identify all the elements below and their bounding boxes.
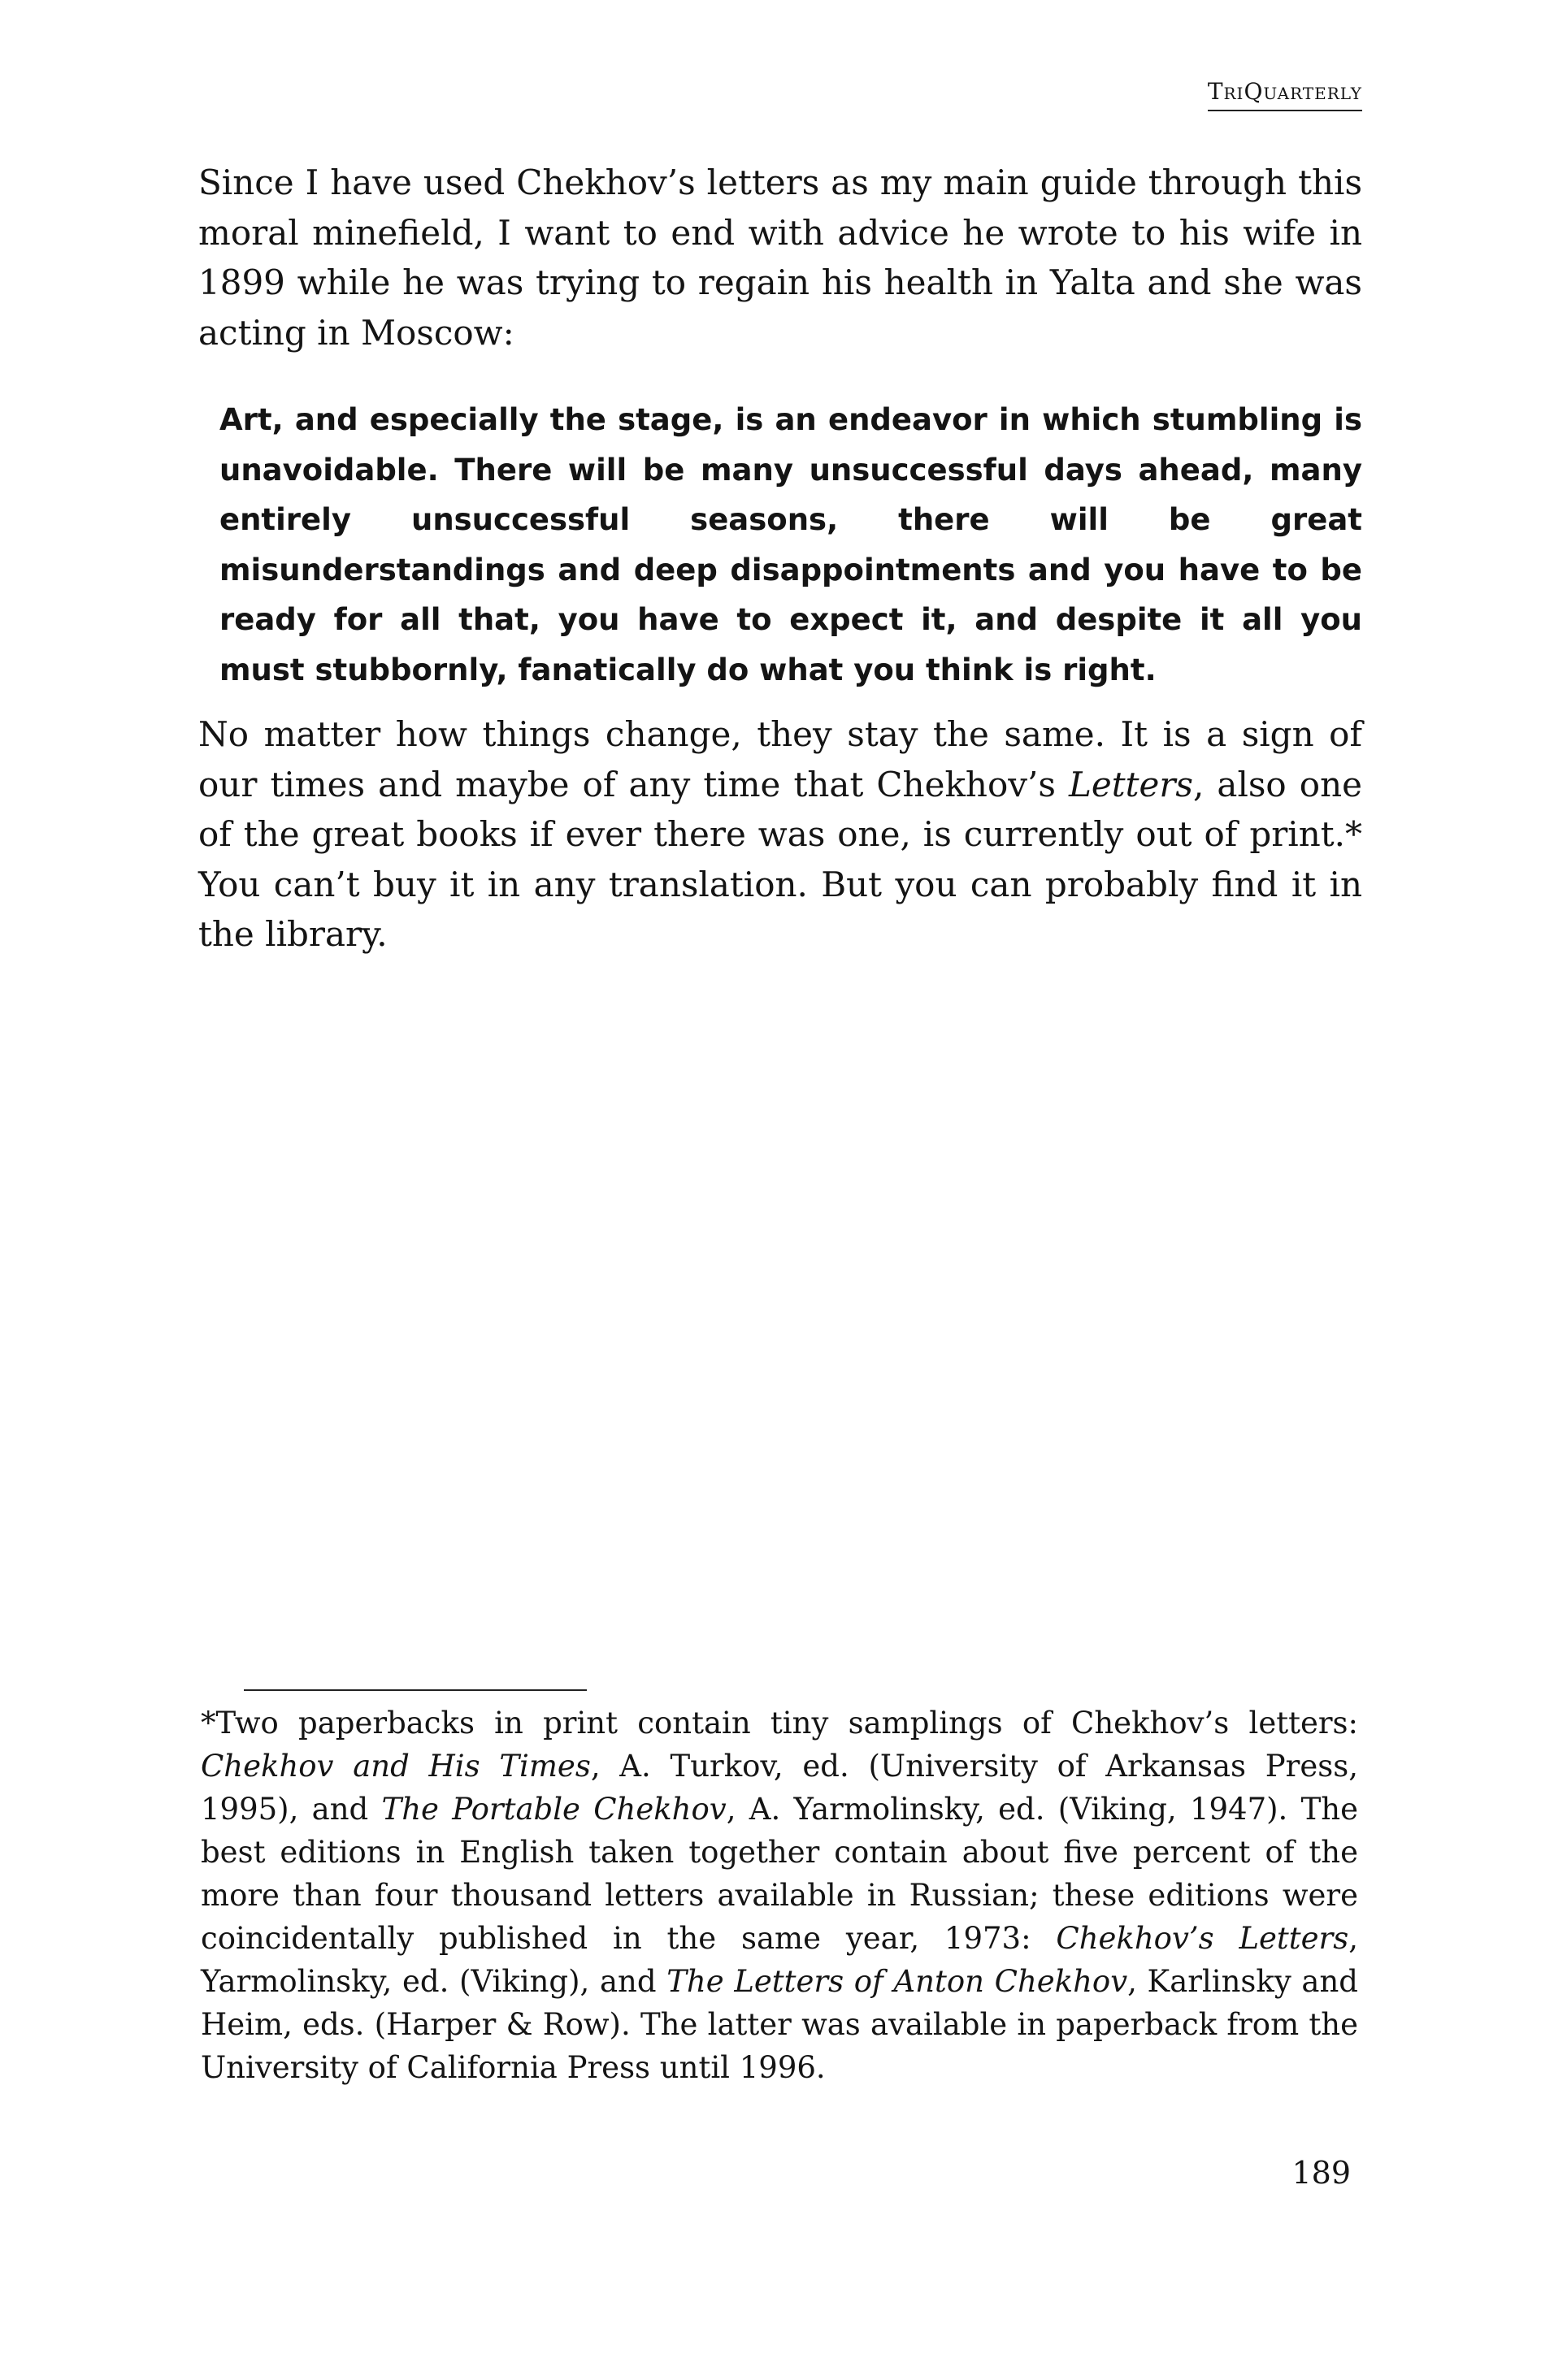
footnote-text-4: , Yarmolinsky, ed. (Viking), and — [201, 1921, 1358, 1999]
footnote — [201, 1702, 1358, 2089]
footnote-title-3: Chekhov’s Letters — [1056, 1921, 1349, 1956]
book-title-letters: Letters — [1068, 764, 1193, 804]
footnote-title-2: The Portable Chekhov — [381, 1792, 727, 1827]
footnote-text-1: *Two paperbacks in print contain tiny samplings of Chekhov’s letters: — [201, 1706, 1358, 1741]
intro-paragraph: Since I have used Chekhov’s letters as my main guide through this moral minefield, I want to end with advice he wrote to his wife in 1899 while he was trying to regain his health in Yalta and she was acting in Moscow: — [198, 163, 1362, 353]
footnote-title-1: Chekhov and His Times — [201, 1749, 591, 1784]
footnote-text-5: , Karlinsky and Heim, eds. (Harper & Row). The latter was available in paperback from the University of California Press until 1996. — [201, 1964, 1358, 2085]
footnote-title-4: The Letters of Anton Chekhov — [666, 1964, 1128, 1999]
closing-text-1: No matter how things change, they stay the same. It is a sign of our times and maybe of any time that Chekhov’s — [198, 714, 1362, 804]
closing-text-2: , also one of the great books if ever there was one, is currently out of print.* You can’t buy it in any translation. But you can probably find it in the library. — [198, 764, 1362, 954]
running-head: TriQuarterly — [1208, 78, 1362, 111]
footnote-text-3: , A. Yarmolinsky, ed. (Viking, 1947). The best editions in English taken together contain about five percent of the more than four thousand letters available in Russian; these editions were coincidentally published in the same year, 1973: — [201, 1792, 1358, 1956]
page-number: 189 — [1291, 2155, 1351, 2191]
footnote-text-2: , A. Turkov, ed. (University of Arkansas Press, 1995), and — [201, 1749, 1358, 1827]
closing-paragraph — [198, 709, 1362, 960]
block-quote: Art, and especially the stage, is an endeavor in which stumbling is unavoidable. There will be many unsuccessful days ahead, many entirely unsuccessful seasons, there will be great misunderstandings and deep disappointments and you have to be ready for all that, you have to expect it, and despite it all you must stubbornly, fanatically do what you think is right. — [219, 402, 1362, 687]
footnote-divider — [244, 1689, 587, 1691]
